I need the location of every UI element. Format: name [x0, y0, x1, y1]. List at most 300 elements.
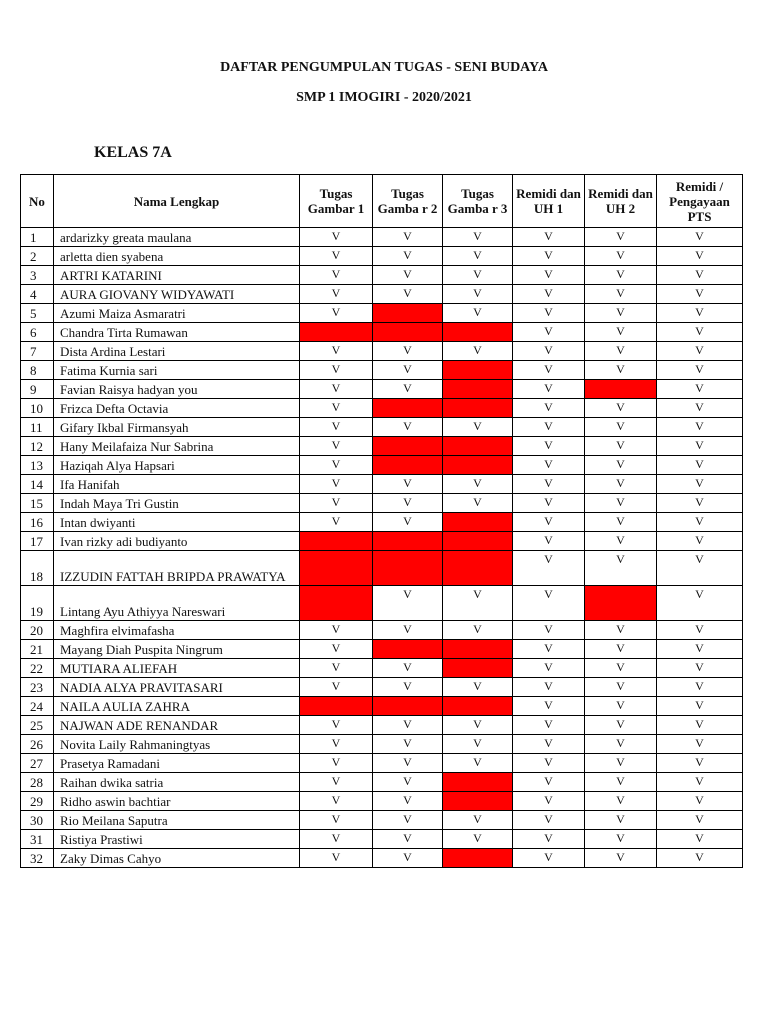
document-subtitle: SMP 1 IMOGIRI - 2020/2021 — [296, 90, 472, 105]
row-number: 30 — [21, 811, 54, 830]
header-tugas-3: Tugas Gamba r 3 — [443, 175, 513, 228]
check-mark: V — [513, 513, 585, 532]
student-name: Ridho aswin bachtiar — [54, 792, 300, 811]
student-name: NADIA ALYA PRAVITASARI — [54, 678, 300, 697]
row-number: 3 — [21, 266, 54, 285]
student-name: Ristiya Prastiwi — [54, 830, 300, 849]
check-mark: V — [513, 532, 585, 551]
assignment-table — [20, 174, 743, 868]
missing-cell — [443, 640, 513, 659]
check-mark: V — [513, 342, 585, 361]
row-number: 1 — [21, 228, 54, 247]
check-mark: V — [513, 811, 585, 830]
table-row — [21, 586, 743, 621]
student-name: Fatima Kurnia sari — [54, 361, 300, 380]
student-name: Prasetya Ramadani — [54, 754, 300, 773]
header-name: Nama Lengkap — [54, 175, 300, 228]
table-row — [21, 304, 743, 323]
header-remidi-uh-2: Remidi dan UH 2 — [585, 175, 657, 228]
check-mark: V — [300, 342, 373, 361]
check-mark: V — [300, 304, 373, 323]
table-row — [21, 716, 743, 735]
row-number: 26 — [21, 735, 54, 754]
table-row — [21, 513, 743, 532]
header-remidi-uh-1: Remidi dan UH 1 — [513, 175, 585, 228]
missing-cell — [443, 792, 513, 811]
check-mark: V — [585, 437, 657, 456]
check-mark: V — [513, 437, 585, 456]
missing-cell — [443, 456, 513, 475]
missing-cell — [373, 437, 443, 456]
check-mark: V — [443, 247, 513, 266]
student-name: Ifa Hanifah — [54, 475, 300, 494]
check-mark: V — [443, 285, 513, 304]
check-mark: V — [513, 304, 585, 323]
table-row — [21, 811, 743, 830]
check-mark: V — [513, 266, 585, 285]
missing-cell — [373, 697, 443, 716]
check-mark: V — [657, 399, 743, 418]
check-mark: V — [373, 830, 443, 849]
student-name: Raihan dwika satria — [54, 773, 300, 792]
row-number: 4 — [21, 285, 54, 304]
check-mark: V — [513, 399, 585, 418]
row-number: 22 — [21, 659, 54, 678]
check-mark: V — [585, 475, 657, 494]
student-name: ardarizky greata maulana — [54, 228, 300, 247]
check-mark: V — [657, 773, 743, 792]
check-mark: V — [585, 494, 657, 513]
header-remidi-pts: Remidi / Pengayaan PTS — [657, 175, 743, 228]
student-name: Indah Maya Tri Gustin — [54, 494, 300, 513]
table-row — [21, 735, 743, 754]
check-mark: V — [300, 792, 373, 811]
check-mark: V — [657, 247, 743, 266]
check-mark: V — [513, 754, 585, 773]
check-mark: V — [657, 697, 743, 716]
check-mark: V — [585, 456, 657, 475]
missing-cell — [373, 399, 443, 418]
check-mark: V — [373, 849, 443, 868]
table-row — [21, 659, 743, 678]
check-mark: V — [373, 247, 443, 266]
check-mark: V — [513, 697, 585, 716]
check-mark: V — [373, 811, 443, 830]
missing-cell — [443, 697, 513, 716]
check-mark: V — [443, 716, 513, 735]
check-mark: V — [513, 418, 585, 437]
check-mark: V — [443, 228, 513, 247]
check-mark: V — [657, 456, 743, 475]
check-mark: V — [443, 735, 513, 754]
table-row — [21, 380, 743, 399]
check-mark: V — [585, 247, 657, 266]
table-row — [21, 247, 743, 266]
check-mark: V — [513, 247, 585, 266]
check-mark: V — [657, 792, 743, 811]
check-mark: V — [657, 586, 743, 621]
check-mark: V — [373, 773, 443, 792]
check-mark: V — [657, 849, 743, 868]
row-number: 6 — [21, 323, 54, 342]
check-mark: V — [373, 361, 443, 380]
check-mark: V — [300, 849, 373, 868]
student-name: Ivan rizky adi budiyanto — [54, 532, 300, 551]
header-tugas-1: Tugas Gambar 1 — [300, 175, 373, 228]
student-name: Azumi Maiza Asmaratri — [54, 304, 300, 323]
missing-cell — [443, 380, 513, 399]
table-row — [21, 285, 743, 304]
table-row — [21, 456, 743, 475]
check-mark: V — [585, 830, 657, 849]
table-row — [21, 228, 743, 247]
check-mark: V — [585, 418, 657, 437]
check-mark: V — [300, 437, 373, 456]
check-mark: V — [657, 266, 743, 285]
check-mark: V — [585, 361, 657, 380]
check-mark: V — [300, 399, 373, 418]
table-row — [21, 697, 743, 716]
student-name: Dista Ardina Lestari — [54, 342, 300, 361]
row-number: 28 — [21, 773, 54, 792]
check-mark: V — [443, 830, 513, 849]
check-mark: V — [513, 456, 585, 475]
missing-cell — [373, 640, 443, 659]
check-mark: V — [657, 494, 743, 513]
row-number: 8 — [21, 361, 54, 380]
check-mark: V — [657, 304, 743, 323]
row-number: 2 — [21, 247, 54, 266]
check-mark: V — [300, 659, 373, 678]
student-name: Lintang Ayu Athiyya Nareswari — [54, 586, 300, 621]
check-mark: V — [513, 494, 585, 513]
check-mark: V — [300, 361, 373, 380]
check-mark: V — [585, 399, 657, 418]
missing-cell — [373, 532, 443, 551]
table-row — [21, 342, 743, 361]
check-mark: V — [443, 811, 513, 830]
missing-cell — [300, 551, 373, 586]
missing-cell — [585, 380, 657, 399]
check-mark: V — [657, 551, 743, 586]
check-mark: V — [513, 716, 585, 735]
student-name: Mayang Diah Puspita Ningrum — [54, 640, 300, 659]
table-row — [21, 418, 743, 437]
check-mark: V — [513, 586, 585, 621]
check-mark: V — [585, 640, 657, 659]
table-row — [21, 792, 743, 811]
student-name: Favian Raisya hadyan you — [54, 380, 300, 399]
header-no: No — [21, 175, 54, 228]
student-name: MUTIARA ALIEFAH — [54, 659, 300, 678]
check-mark: V — [300, 773, 373, 792]
check-mark: V — [657, 659, 743, 678]
table-row — [21, 830, 743, 849]
check-mark: V — [300, 494, 373, 513]
student-name: AURA GIOVANY WIDYAWATI — [54, 285, 300, 304]
class-label: KELAS 7A — [94, 144, 172, 161]
check-mark: V — [585, 532, 657, 551]
check-mark: V — [373, 285, 443, 304]
check-mark: V — [443, 266, 513, 285]
check-mark: V — [585, 266, 657, 285]
row-number: 21 — [21, 640, 54, 659]
check-mark: V — [513, 475, 585, 494]
check-mark: V — [585, 849, 657, 868]
check-mark: V — [300, 228, 373, 247]
row-number: 24 — [21, 697, 54, 716]
missing-cell — [443, 323, 513, 342]
student-name: arletta dien syabena — [54, 247, 300, 266]
check-mark: V — [300, 621, 373, 640]
check-mark: V — [657, 735, 743, 754]
missing-cell — [373, 551, 443, 586]
check-mark: V — [585, 754, 657, 773]
check-mark: V — [300, 380, 373, 399]
check-mark: V — [373, 228, 443, 247]
check-mark: V — [585, 513, 657, 532]
row-number: 11 — [21, 418, 54, 437]
missing-cell — [373, 456, 443, 475]
check-mark: V — [513, 678, 585, 697]
missing-cell — [443, 773, 513, 792]
missing-cell — [443, 513, 513, 532]
check-mark: V — [443, 418, 513, 437]
check-mark: V — [657, 228, 743, 247]
check-mark: V — [657, 678, 743, 697]
table-row — [21, 437, 743, 456]
table-row — [21, 399, 743, 418]
student-name: IZZUDIN FATTAH BRIPDA PRAWATYA — [54, 551, 300, 586]
check-mark: V — [300, 418, 373, 437]
check-mark: V — [373, 659, 443, 678]
student-name: ARTRI KATARINI — [54, 266, 300, 285]
check-mark: V — [657, 532, 743, 551]
table-row — [21, 678, 743, 697]
check-mark: V — [657, 513, 743, 532]
row-number: 18 — [21, 551, 54, 586]
check-mark: V — [373, 586, 443, 621]
row-number: 13 — [21, 456, 54, 475]
check-mark: V — [585, 773, 657, 792]
student-name: Novita Laily Rahmaningtyas — [54, 735, 300, 754]
table-row — [21, 640, 743, 659]
check-mark: V — [443, 754, 513, 773]
check-mark: V — [585, 697, 657, 716]
check-mark: V — [657, 640, 743, 659]
check-mark: V — [657, 437, 743, 456]
check-mark: V — [300, 754, 373, 773]
check-mark: V — [657, 754, 743, 773]
student-name: Hany Meilafaiza Nur Sabrina — [54, 437, 300, 456]
table-row — [21, 361, 743, 380]
check-mark: V — [373, 380, 443, 399]
check-mark: V — [657, 323, 743, 342]
check-mark: V — [373, 342, 443, 361]
check-mark: V — [300, 266, 373, 285]
document-title: DAFTAR PENGUMPULAN TUGAS - SENI BUDAYA — [220, 60, 548, 75]
check-mark: V — [300, 811, 373, 830]
check-mark: V — [513, 323, 585, 342]
row-number: 15 — [21, 494, 54, 513]
row-number: 19 — [21, 586, 54, 621]
table-row — [21, 475, 743, 494]
row-number: 25 — [21, 716, 54, 735]
check-mark: V — [513, 621, 585, 640]
table-row — [21, 494, 743, 513]
check-mark: V — [513, 551, 585, 586]
check-mark: V — [300, 716, 373, 735]
check-mark: V — [657, 418, 743, 437]
check-mark: V — [657, 342, 743, 361]
row-number: 9 — [21, 380, 54, 399]
check-mark: V — [373, 266, 443, 285]
row-number: 27 — [21, 754, 54, 773]
check-mark: V — [373, 716, 443, 735]
row-number: 23 — [21, 678, 54, 697]
check-mark: V — [373, 475, 443, 494]
table-row — [21, 754, 743, 773]
missing-cell — [443, 399, 513, 418]
check-mark: V — [373, 513, 443, 532]
check-mark: V — [513, 285, 585, 304]
missing-cell — [300, 697, 373, 716]
check-mark: V — [300, 735, 373, 754]
check-mark: V — [443, 621, 513, 640]
row-number: 12 — [21, 437, 54, 456]
student-name: Zaky Dimas Cahyo — [54, 849, 300, 868]
student-name: Gifary Ikbal Firmansyah — [54, 418, 300, 437]
student-name: Rio Meilana Saputra — [54, 811, 300, 830]
table-header-row — [21, 175, 743, 228]
check-mark: V — [657, 475, 743, 494]
student-name: Frizca Defta Octavia — [54, 399, 300, 418]
missing-cell — [300, 532, 373, 551]
missing-cell — [300, 586, 373, 621]
check-mark: V — [585, 228, 657, 247]
table-row — [21, 323, 743, 342]
check-mark: V — [300, 678, 373, 697]
check-mark: V — [443, 475, 513, 494]
check-mark: V — [657, 830, 743, 849]
row-number: 32 — [21, 849, 54, 868]
check-mark: V — [657, 621, 743, 640]
check-mark: V — [443, 342, 513, 361]
row-number: 29 — [21, 792, 54, 811]
check-mark: V — [513, 228, 585, 247]
check-mark: V — [373, 418, 443, 437]
check-mark: V — [443, 586, 513, 621]
check-mark: V — [585, 285, 657, 304]
check-mark: V — [373, 735, 443, 754]
check-mark: V — [373, 754, 443, 773]
table-row — [21, 266, 743, 285]
row-number: 14 — [21, 475, 54, 494]
missing-cell — [443, 551, 513, 586]
missing-cell — [443, 437, 513, 456]
check-mark: V — [513, 640, 585, 659]
student-name: Intan dwiyanti — [54, 513, 300, 532]
check-mark: V — [513, 659, 585, 678]
row-number: 10 — [21, 399, 54, 418]
check-mark: V — [513, 792, 585, 811]
check-mark: V — [657, 285, 743, 304]
check-mark: V — [585, 621, 657, 640]
missing-cell — [443, 849, 513, 868]
student-name: NAILA AULIA ZAHRA — [54, 697, 300, 716]
check-mark: V — [300, 285, 373, 304]
missing-cell — [443, 532, 513, 551]
check-mark: V — [443, 678, 513, 697]
table-row — [21, 532, 743, 551]
check-mark: V — [585, 811, 657, 830]
check-mark: V — [300, 247, 373, 266]
check-mark: V — [585, 659, 657, 678]
row-number: 17 — [21, 532, 54, 551]
student-name: NAJWAN ADE RENANDAR — [54, 716, 300, 735]
missing-cell — [373, 323, 443, 342]
check-mark: V — [373, 621, 443, 640]
row-number: 7 — [21, 342, 54, 361]
check-mark: V — [585, 304, 657, 323]
row-number: 5 — [21, 304, 54, 323]
missing-cell — [300, 323, 373, 342]
check-mark: V — [300, 475, 373, 494]
check-mark: V — [300, 513, 373, 532]
check-mark: V — [585, 678, 657, 697]
student-name: Haziqah Alya Hapsari — [54, 456, 300, 475]
check-mark: V — [300, 830, 373, 849]
check-mark: V — [585, 342, 657, 361]
check-mark: V — [443, 494, 513, 513]
check-mark: V — [513, 773, 585, 792]
row-number: 20 — [21, 621, 54, 640]
missing-cell — [373, 304, 443, 323]
check-mark: V — [585, 716, 657, 735]
check-mark: V — [373, 678, 443, 697]
check-mark: V — [513, 735, 585, 754]
check-mark: V — [373, 792, 443, 811]
check-mark: V — [513, 361, 585, 380]
check-mark: V — [300, 640, 373, 659]
table-row — [21, 551, 743, 586]
check-mark: V — [300, 456, 373, 475]
check-mark: V — [657, 380, 743, 399]
check-mark: V — [513, 849, 585, 868]
table-row — [21, 773, 743, 792]
check-mark: V — [513, 380, 585, 399]
check-mark: V — [585, 792, 657, 811]
student-name: Maghfira elvimafasha — [54, 621, 300, 640]
row-number: 16 — [21, 513, 54, 532]
check-mark: V — [443, 304, 513, 323]
header-tugas-2: Tugas Gamba r 2 — [373, 175, 443, 228]
check-mark: V — [513, 830, 585, 849]
check-mark: V — [373, 494, 443, 513]
missing-cell — [443, 659, 513, 678]
row-number: 31 — [21, 830, 54, 849]
table-row — [21, 621, 743, 640]
check-mark: V — [657, 811, 743, 830]
missing-cell — [443, 361, 513, 380]
check-mark: V — [657, 361, 743, 380]
table-row — [21, 849, 743, 868]
check-mark: V — [585, 551, 657, 586]
check-mark: V — [585, 323, 657, 342]
check-mark: V — [585, 735, 657, 754]
missing-cell — [585, 586, 657, 621]
student-name: Chandra Tirta Rumawan — [54, 323, 300, 342]
